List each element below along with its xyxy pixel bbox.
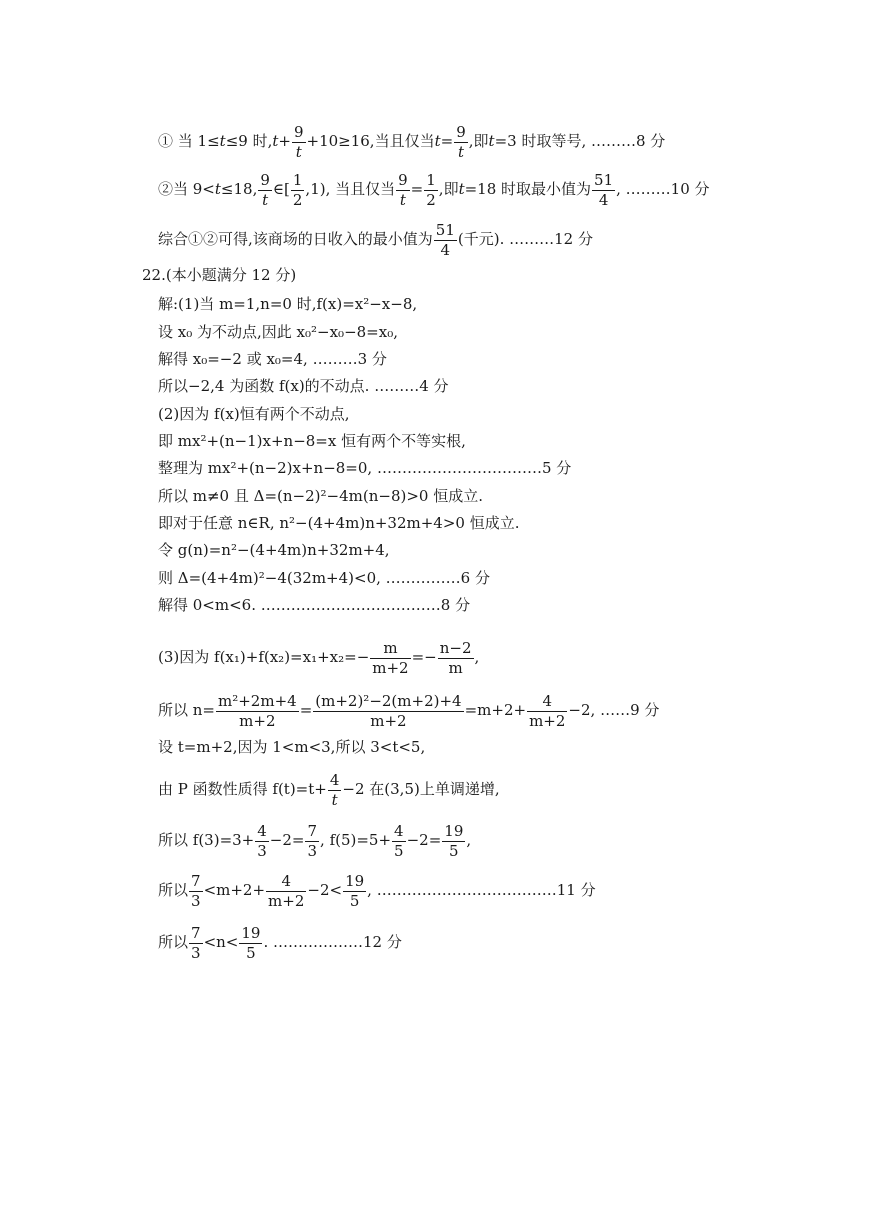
solution-line: 即 mx²+(n−1)x+n−8=x 恒有两个不等实根, xyxy=(158,432,466,450)
text: (千元). ………12 分 xyxy=(457,230,593,248)
text: + xyxy=(278,132,291,150)
frac-num: 4 xyxy=(329,771,340,789)
frac-den: 3 xyxy=(257,841,267,860)
frac-den: 2 xyxy=(292,190,303,209)
text: −2= xyxy=(269,831,305,849)
solution-line: 即对于任意 n∈R, n²−(4+4m)n+32m+4>0 恒成立. xyxy=(158,514,520,532)
text: ≤9 时, xyxy=(225,132,273,150)
frac-num: 4 xyxy=(527,693,567,712)
text: = xyxy=(299,701,313,719)
fraction xyxy=(305,823,319,859)
text: , xyxy=(474,648,480,666)
var-t: t xyxy=(458,180,465,198)
text: ,1), 当且仅当 xyxy=(305,180,396,198)
var-t: t xyxy=(272,132,279,150)
frac-den: 5 xyxy=(394,841,404,860)
frac-num: 1 xyxy=(426,171,436,189)
solution-line: 解得 x₀=−2 或 x₀=4, ………3 分 xyxy=(158,350,387,368)
fraction xyxy=(328,772,342,808)
frac-num: 51 xyxy=(435,221,455,239)
frac-den: t xyxy=(331,790,338,809)
line-case-1 xyxy=(158,124,665,160)
solution-line: (2)因为 f(x)恒有两个不动点, xyxy=(158,405,350,423)
text: =3 时取等号, ………8 分 xyxy=(494,132,666,150)
frac-num: 9 xyxy=(456,123,466,141)
frac-den: 3 xyxy=(191,891,201,910)
fraction xyxy=(189,873,203,909)
frac-num: 7 xyxy=(307,822,318,840)
text: −2 在(3,5)上单调递增, xyxy=(342,780,500,798)
fraction xyxy=(255,823,269,859)
frac-num: 9 xyxy=(293,123,304,141)
fraction xyxy=(454,124,468,160)
frac-num: 19 xyxy=(241,924,261,942)
frac-den: 3 xyxy=(307,841,318,860)
solution-line: 解得 0<m<6. ………………………………8 分 xyxy=(158,596,471,614)
fraction xyxy=(392,823,406,859)
line-summary xyxy=(158,222,593,258)
frac-den: 5 xyxy=(449,841,459,860)
frac-num: n−2 xyxy=(439,639,472,657)
text: = xyxy=(440,132,454,150)
text: −2, ……9 分 xyxy=(568,701,660,719)
frac-den: m+2 xyxy=(370,711,407,730)
frac-den: t xyxy=(295,142,302,161)
frac-num: 4 xyxy=(257,822,267,840)
text: 所以 xyxy=(158,933,189,951)
text: , ………………………………11 分 xyxy=(367,881,596,899)
fraction xyxy=(527,693,567,729)
text: ②当 9< xyxy=(158,180,215,198)
solution-line: 解:(1)当 m=1,n=0 时,f(x)=x²−x−8, xyxy=(158,295,418,313)
frac-den: m+2 xyxy=(529,711,566,730)
frac-num: 4 xyxy=(394,822,404,840)
solution-line xyxy=(158,693,659,729)
text: , f(5)=5+ xyxy=(320,831,392,849)
solution-line: 所以−2,4 为函数 f(x)的不动点. ………4 分 xyxy=(158,377,449,395)
solution-line xyxy=(158,772,500,808)
frac-den: 4 xyxy=(440,240,451,259)
frac-num: (m+2)²−2(m+2)+4 xyxy=(315,692,462,710)
solution-line: 令 g(n)=n²−(4+4m)n+32m+4, xyxy=(158,541,390,559)
text: <m+2+ xyxy=(203,881,266,899)
text: ,即 xyxy=(438,180,459,198)
solution-line: 设 x₀ 为不动点,因此 x₀²−x₀−8=x₀, xyxy=(158,323,398,341)
text: ① 当 1≤ xyxy=(158,132,220,150)
var-t: t xyxy=(219,132,226,150)
solution-line: 则 Δ=(4+4m)²−4(32m+4)<0, ……………6 分 xyxy=(158,569,490,587)
frac-den: 3 xyxy=(191,943,201,962)
fraction xyxy=(592,172,615,208)
solution-line xyxy=(158,873,596,909)
frac-num: 19 xyxy=(444,822,464,840)
frac-den: t xyxy=(262,190,269,209)
frac-den: m+2 xyxy=(268,891,305,910)
frac-den: 4 xyxy=(598,190,609,209)
fraction xyxy=(239,925,262,961)
fraction xyxy=(396,172,410,208)
text: 所以 n= xyxy=(158,701,215,719)
var-t: t xyxy=(434,132,441,150)
text: , xyxy=(466,831,472,849)
frac-den: 5 xyxy=(349,891,360,910)
fraction xyxy=(313,693,463,729)
fraction xyxy=(258,172,272,208)
line-case-2 xyxy=(158,172,710,208)
frac-num: 4 xyxy=(266,873,306,892)
solution-line: 整理为 mx²+(n−2)x+n−8=0, ……………………………5 分 xyxy=(158,459,572,477)
fraction xyxy=(343,873,366,909)
fraction xyxy=(216,693,299,729)
text: (3)因为 f(x₁)+f(x₂)=x₁+x₂=− xyxy=(158,648,370,666)
text: <n< xyxy=(203,933,239,951)
var-t: t xyxy=(214,180,221,198)
problem-heading: 22.(本小题满分 12 分) xyxy=(142,266,297,284)
frac-den: t xyxy=(399,190,406,209)
frac-den: m+2 xyxy=(239,711,276,730)
text: =m+2+ xyxy=(464,701,527,719)
text: ∈[ xyxy=(272,180,290,198)
frac-num: 7 xyxy=(191,924,201,942)
frac-den: 5 xyxy=(246,943,256,962)
solution-line xyxy=(158,823,471,859)
frac-den: m+2 xyxy=(372,658,409,677)
frac-den: t xyxy=(457,142,464,161)
solution-line: 设 t=m+2,因为 1<m<3,所以 3<t<5, xyxy=(158,738,426,756)
fraction xyxy=(442,823,465,859)
text: . ………………12 分 xyxy=(263,933,402,951)
var-t: t xyxy=(488,132,495,150)
frac-den: 2 xyxy=(426,190,436,209)
text: 综合①②可得,该商场的日收入的最小值为 xyxy=(158,230,433,248)
text: =18 时取最小值为 xyxy=(464,180,592,198)
frac-num: 1 xyxy=(292,171,303,189)
text: 所以 xyxy=(158,881,189,899)
frac-num: 7 xyxy=(191,872,201,890)
solution-line: 所以 m≠0 且 Δ=(n−2)²−4m(n−8)>0 恒成立. xyxy=(158,487,483,505)
frac-num: 9 xyxy=(398,171,408,189)
text: ,即 xyxy=(468,132,489,150)
text: = xyxy=(410,180,424,198)
fraction xyxy=(424,172,438,208)
text: −2= xyxy=(406,831,442,849)
frac-num: m xyxy=(370,640,410,659)
frac-num: 51 xyxy=(594,171,614,189)
solution-line xyxy=(158,640,479,676)
text: , ………10 分 xyxy=(616,180,710,198)
text: ≤18, xyxy=(220,180,258,198)
text: +10≥16,当且仅当 xyxy=(306,132,435,150)
fraction xyxy=(292,124,306,160)
text: =− xyxy=(411,648,437,666)
fraction xyxy=(434,222,457,258)
text: 所以 f(3)=3+ xyxy=(158,831,255,849)
frac-num: 9 xyxy=(260,171,270,189)
fraction xyxy=(266,873,306,909)
fraction xyxy=(370,640,410,676)
text: 由 P 函数性质得 f(t)=t+ xyxy=(158,780,327,798)
solution-line xyxy=(158,925,402,961)
fraction xyxy=(438,640,474,676)
frac-den: m xyxy=(448,658,463,677)
frac-num: 19 xyxy=(345,872,365,890)
text: −2< xyxy=(307,881,343,899)
frac-num: m²+2m+4 xyxy=(218,692,297,710)
fraction xyxy=(291,172,305,208)
fraction xyxy=(189,925,203,961)
